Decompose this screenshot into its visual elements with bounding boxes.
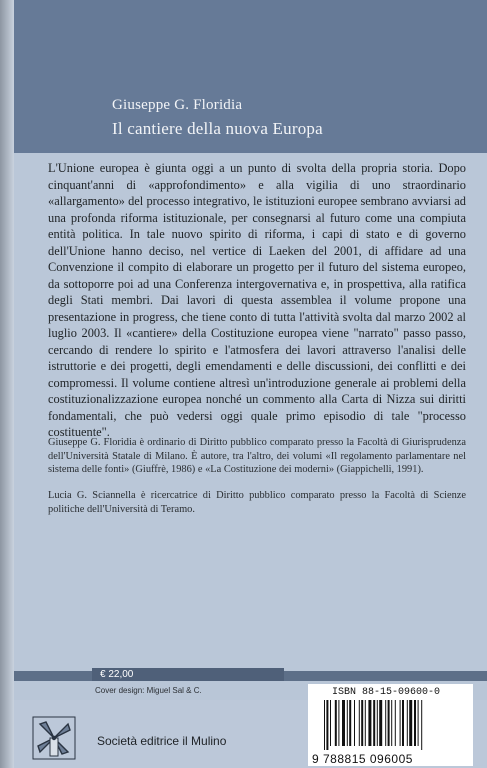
barcode-bar: [354, 700, 355, 746]
barcode-bar: [368, 700, 371, 746]
barcode-bar: [347, 700, 348, 746]
barcode-bar: [330, 700, 331, 746]
barcode-bar: [395, 700, 396, 746]
windmill-logo-icon: [32, 716, 76, 760]
barcode-icon: [322, 700, 462, 750]
barcode-bar: [338, 700, 339, 746]
publisher-name: Società editrice il Mulino: [97, 734, 227, 748]
barcode-bar: [377, 700, 378, 746]
barcode-bar: [385, 700, 386, 746]
barcode-bar: [388, 700, 390, 746]
barcode-bar: [421, 700, 422, 750]
barcode-bar: [400, 700, 401, 746]
author-bio-sciannella: Lucia G. Sciannella è ricercatrice di Diritto pubblico comparato presso la Facoltà di Scienze politiche dell'Università di Teramo.: [48, 490, 466, 515]
barcode-bar: [326, 700, 328, 750]
barcode-bar: [349, 700, 351, 746]
barcode-bar: [361, 700, 363, 746]
barcode-bar: [379, 700, 382, 746]
barcode-bar: [414, 700, 416, 746]
author-bio-floridia: Giuseppe G. Floridia è ordinario di Diritto pubblico comparato presso la Facoltà di Giurisprudenza dell'Università Statale di Milano. È autore, tra l'altro, dei volumi «Il regolamento parlamentare nel sistema delle fonti» (Giuffrè, 1986) e «La Costituzione dei moderni» (Giappichelli, 1991).: [48, 437, 466, 476]
barcode-bar: [391, 700, 392, 746]
barcode-bar: [418, 700, 419, 746]
barcode-bar: [365, 700, 366, 746]
isbn-text: ISBN 88-15-09600-0: [332, 687, 441, 698]
barcode-bar: [409, 700, 412, 746]
barcode-bar: [324, 700, 325, 750]
barcode-bar: [359, 700, 360, 746]
barcode-bar: [335, 700, 337, 746]
barcode-bar: [402, 700, 404, 746]
cover-edge: [0, 0, 14, 768]
price-label: € 22,00: [92, 668, 284, 681]
barcode-digits: 9 788815 096005: [312, 752, 413, 766]
barcode-bar: [373, 700, 375, 746]
barcode-bar: [407, 700, 408, 746]
cover-design-credit: Cover design: Miguel Sal & C.: [95, 686, 202, 695]
book-title: Il cantiere della nuova Europa: [112, 119, 323, 138]
book-author: Giuseppe G. Floridia: [112, 97, 243, 113]
blurb-text: L'Unione europea è giunta oggi a un punto di svolta della propria storia. Dopo cinquant'anni di «approfondimento» e alla vigilia di uno straordinario «allargamento» del processo integrativo, le istituzioni europee sembrano avviarsi ad una profonda riforma istituzionale, per consegnarsi al futuro come una compiuta entità politica. In tale nuovo spirito di riforma, i capi di stato e di governo dell'Unione hanno deciso, nel vertice di Laeken del 2001, di affidare ad una Convenzione il compito di elaborare un progetto per il futuro del sistema europeo, da sottoporre poi ad una Conferenza intergovernativa e, in prospettiva, alla ratifica degli Stati membri. Dai lavori di questa assemblea il volume propone una presentazione in progress, che tiene conto di tutta l'attività svolta dal marzo 2002 al luglio 2003. Il «cantiere» della Costituzione europea viene "narrato" passo passo, cercando di rendere lo spirito e l'atmosfera dei lavori attraverso l'analisi delle istruttorie e dei progetti, degli emendamenti e delle discussioni, dei conflitti e dei compromessi. Il volume contiene altresì un'introduzione generale ai problemi della costituzionalizzazione europea nonché un commento alla Carta di Nizza sui diritti fondamentali, che può vedersi oggi quale primo episodio di tale "processo costituente".: [48, 161, 466, 439]
barcode-bar: [342, 700, 345, 746]
